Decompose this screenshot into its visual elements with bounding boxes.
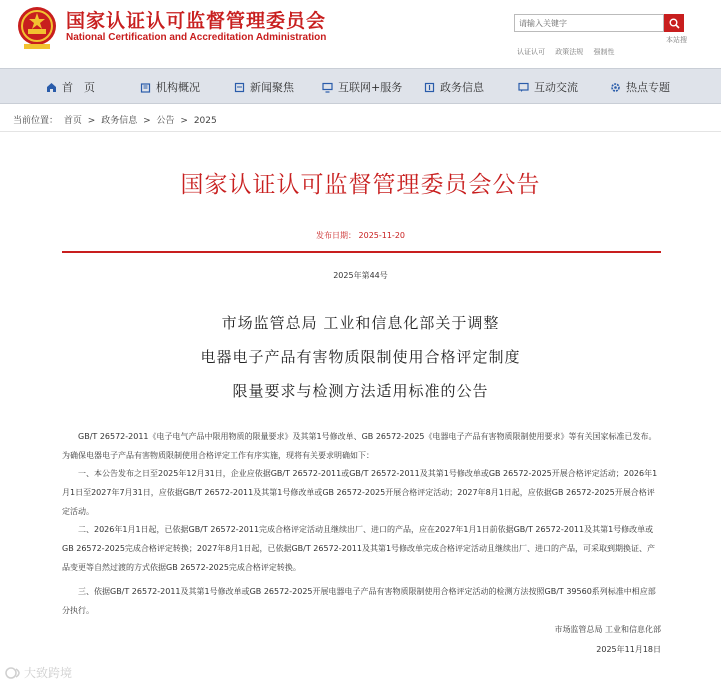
national-emblem-icon: [14, 4, 60, 52]
nav-item-topics[interactable]: [610, 79, 670, 95]
chat-icon: [518, 82, 529, 93]
divider: [62, 251, 661, 253]
site-title-en: National Certification and Accreditation Administration: [66, 32, 327, 43]
breadcrumb-link-notice[interactable]: 公告: [156, 116, 175, 126]
breadcrumb-link-home[interactable]: 首页: [63, 116, 82, 126]
watermark-text: 大致跨境: [24, 666, 73, 680]
gear-icon: [610, 82, 621, 93]
nav-label: 互动交流: [534, 81, 578, 94]
article-title: 国家认证认可监督管理委员会公告: [180, 172, 541, 198]
monitor-icon: [322, 82, 333, 93]
hot-keyword[interactable]: 认证认可: [517, 48, 545, 56]
sign-date: 2025年11月18日: [596, 645, 661, 654]
main-nav: [0, 68, 721, 104]
signatory: 市场监管总局 工业和信息化部: [554, 625, 661, 634]
hot-keyword[interactable]: 强制性: [593, 48, 615, 56]
search-input[interactable]: 请输入关键字: [514, 14, 664, 32]
announcement-subtitle: 限量要求与检测方法适用标准的公告: [232, 382, 489, 400]
nav-item-about[interactable]: [140, 79, 200, 95]
info-icon: [424, 82, 435, 93]
breadcrumb-link-year[interactable]: 2025: [193, 116, 217, 126]
announcement-subtitle: 市场监管总局 工业和信息化部关于调整: [221, 314, 500, 332]
breadcrumb-separator: >: [87, 116, 96, 126]
breadcrumb: [13, 113, 220, 126]
body-paragraph: GB/T 26572-2011《电子电气产品中限用物质的限量要求》及其第1号修改单、GB 26572-2025《电器电子产品有害物质限制使用要求》等有关国家标准已发布。为确保电器电子产品有害物质限制使用合格评定工作有序实施，现将有关要求明确如下：: [62, 432, 657, 460]
breadcrumb-separator: >: [180, 116, 188, 126]
nav-label: 首 页: [62, 81, 95, 94]
search-icon: [669, 18, 680, 29]
hot-keywords: [517, 47, 622, 57]
watermark: [4, 664, 72, 681]
nav-label: 互联网+服务: [338, 81, 403, 94]
watermark-logo-icon: [4, 666, 24, 680]
nav-label: 热点专题: [626, 81, 670, 94]
nav-item-services[interactable]: [322, 79, 402, 95]
site-header: [0, 0, 721, 66]
home-icon: [46, 82, 57, 93]
nav-item-interaction[interactable]: [518, 79, 578, 95]
breadcrumb-link-gov-info[interactable]: 政务信息: [101, 116, 138, 126]
breadcrumb-separator: >: [143, 116, 151, 126]
search-scope-label[interactable]: 本站搜: [666, 36, 687, 44]
hot-keyword[interactable]: 政策法规: [555, 48, 584, 56]
body-paragraph: 二、2026年1月1日起，已依据GB/T 26572-2011完成合格评定活动且继续出厂、进口的产品，应在2027年1月1日前依据GB/T 26572-2011及其第1号修改单或GB 26572-2025完成合格评定转换；2027年8月1日起，已依据GB/T 26572-2011及其第1号修改单完成合格评定活动且继续出厂、进口的产品，可采取到期换证、产品变更等自然过渡的方式依据GB 26572-2025完成合格评定转换。: [62, 525, 656, 572]
nav-label: 政务信息: [440, 81, 484, 94]
nav-item-gov-info[interactable]: [424, 79, 484, 95]
document-number: 2025年第44号: [333, 271, 388, 280]
breadcrumb-prefix: 当前位置：: [13, 116, 59, 126]
search-button[interactable]: [664, 14, 684, 32]
announcement-subtitle: 电器电子产品有害物质限制使用合格评定制度: [200, 348, 521, 366]
publish-date: 发布日期： 2025-11-20: [315, 231, 406, 240]
body-paragraph: 三、依据GB/T 26572-2011及其第1号修改单或GB 26572-2025开展电器电子产品有害物质限制使用合格评定活动的检测方法按照GB/T 39560系列标准中相应部分执行。: [62, 587, 656, 615]
body-paragraph: 一、本公告发布之日至2025年12月31日，企业应依据GB/T 26572-2011或GB/T 26572-2011及其第1号修改单或GB 26572-2025开展合格评定活动；2026年1月1日至2027年7月31日，应依据GB/T 26572-2011及其第1号修改单或GB 26572-2025开展合格评定活动；2027年8月1日起，应依据GB 26572-2025开展合格评定活动。: [62, 469, 658, 516]
nav-label: 新闻聚焦: [250, 81, 294, 94]
divider: [0, 131, 721, 132]
nav-item-home[interactable]: [46, 79, 95, 95]
building-icon: [140, 82, 151, 93]
news-icon: [234, 82, 245, 93]
nav-label: 机构概况: [156, 81, 200, 94]
site-title-cn[interactable]: 国家认证认可监督管理委员会: [66, 10, 327, 32]
nav-item-news[interactable]: [234, 79, 294, 95]
